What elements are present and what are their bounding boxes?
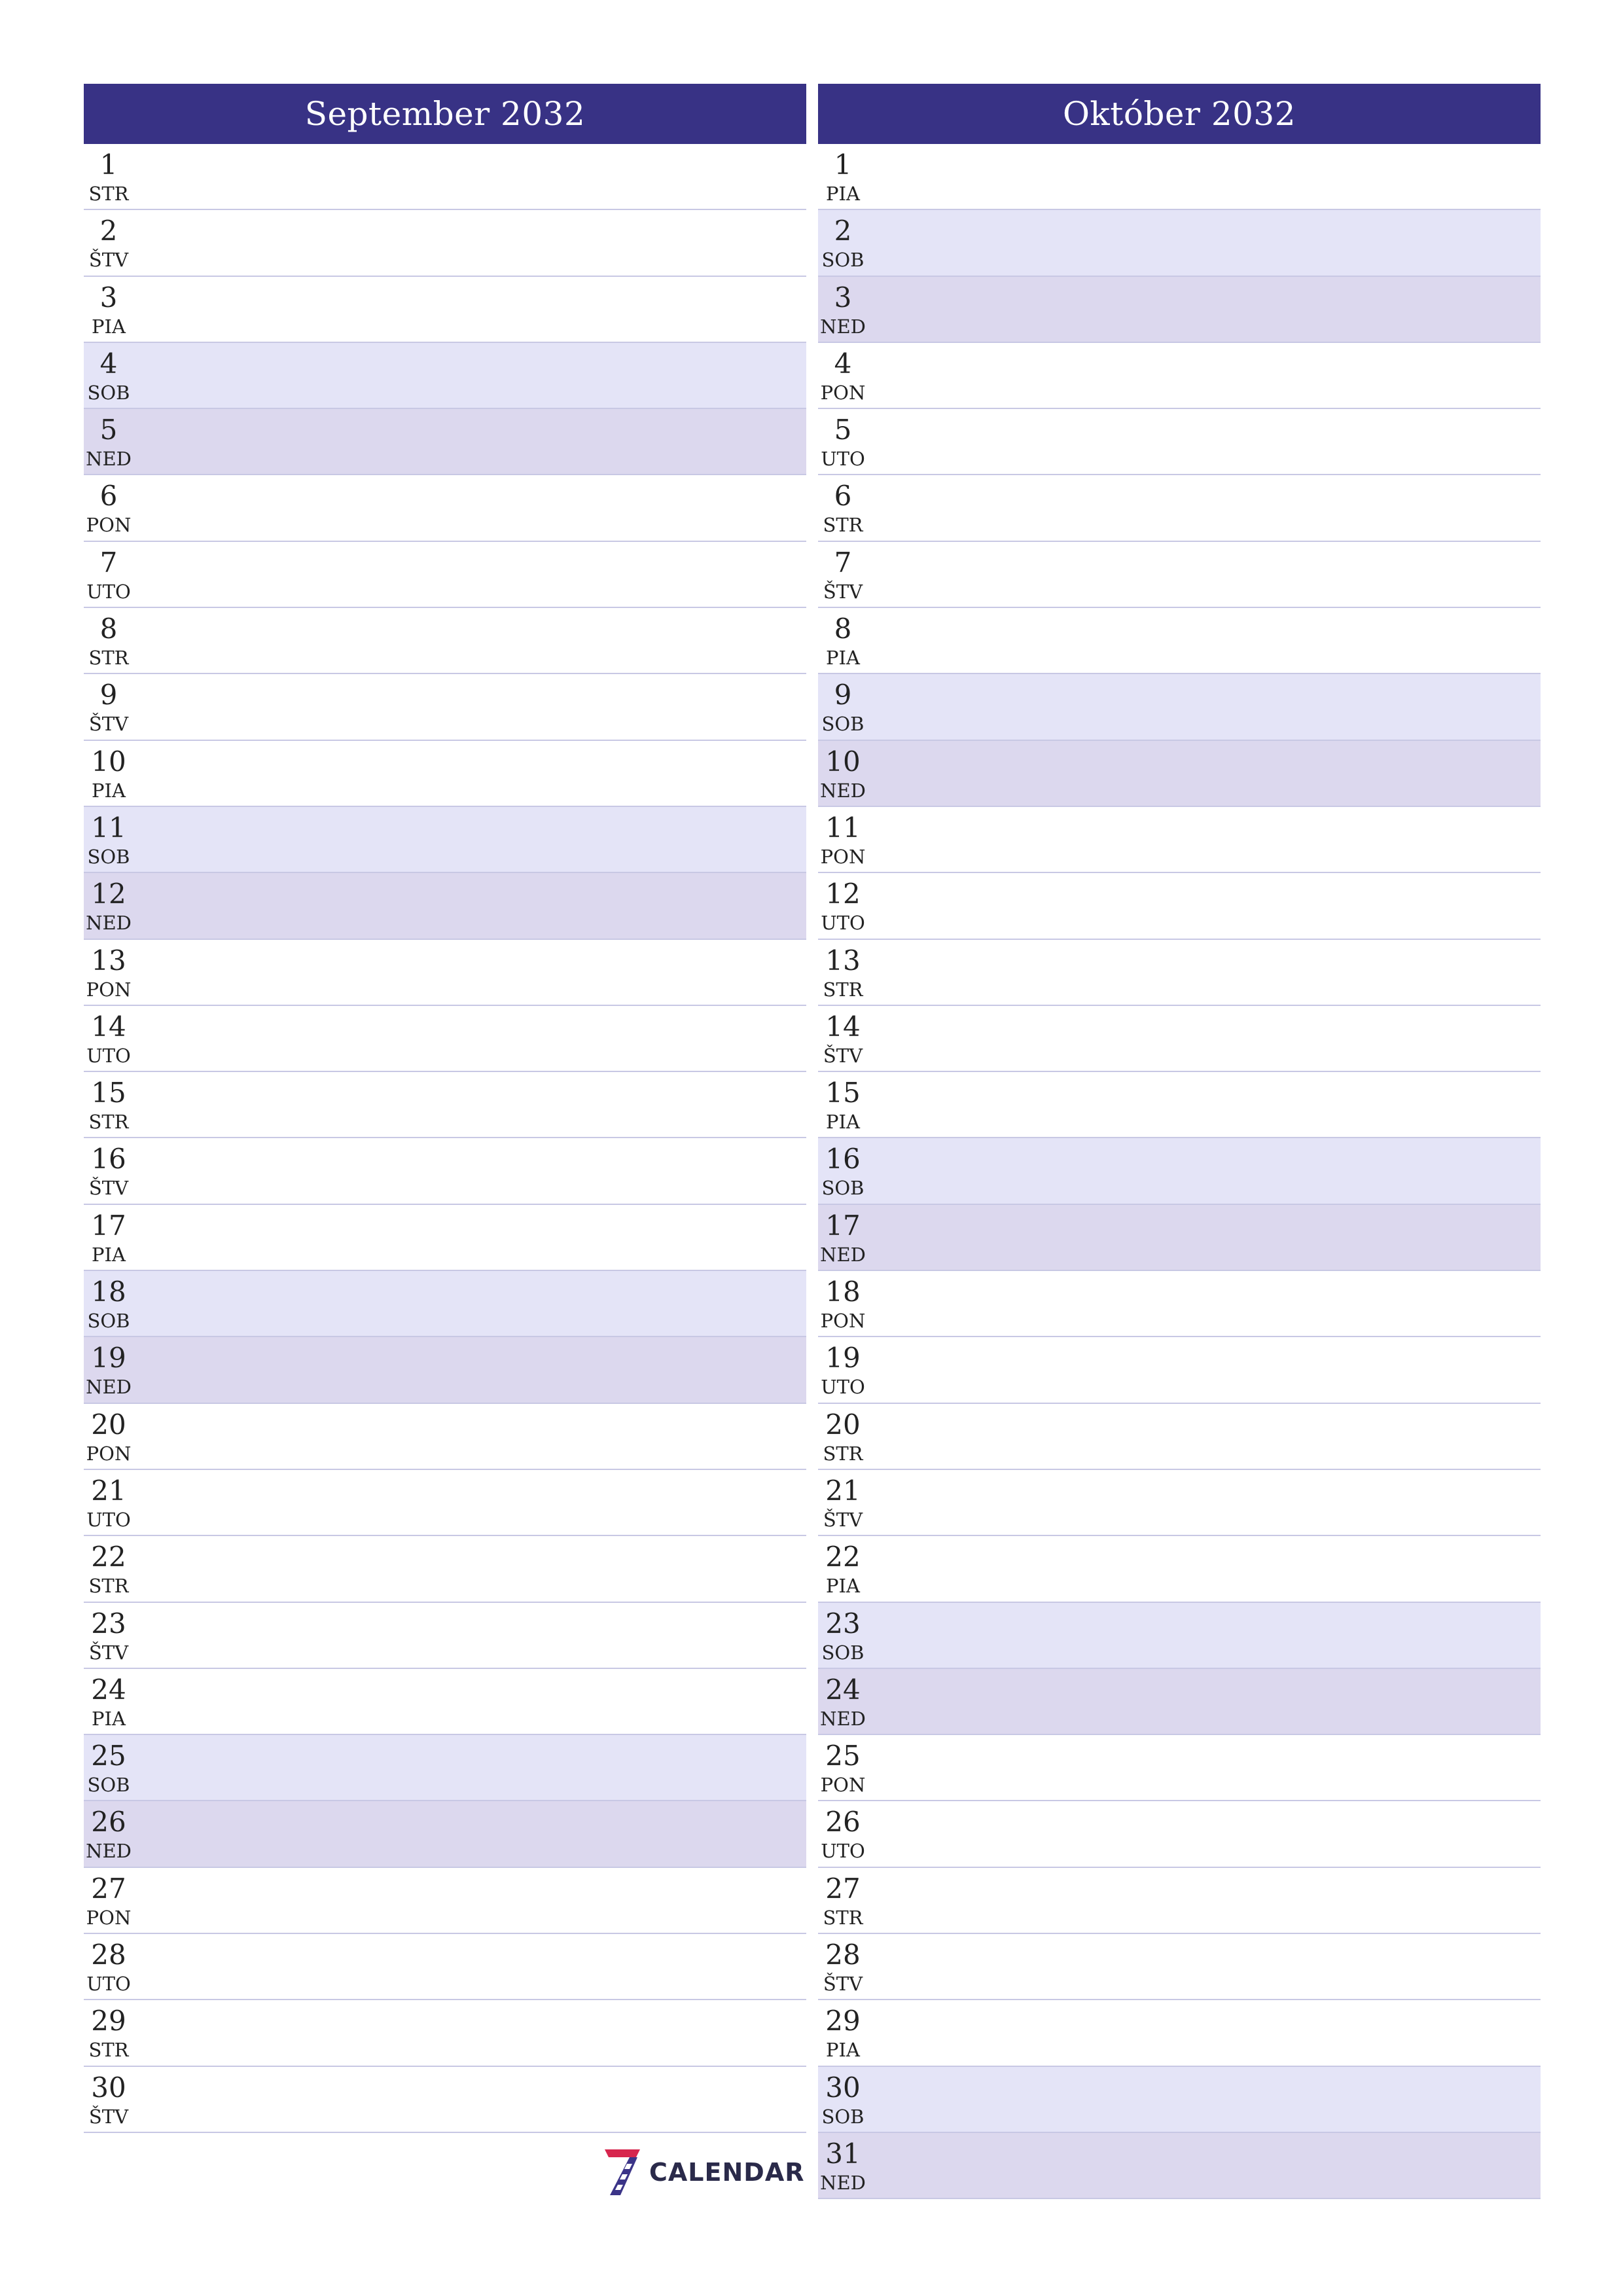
day-row — [84, 343, 806, 409]
day-row — [84, 542, 806, 608]
day-name: NED — [86, 912, 132, 935]
day-name: STR — [88, 1575, 129, 1598]
day-name: STR — [88, 183, 129, 205]
day-row — [818, 807, 1541, 873]
day-row — [84, 277, 806, 343]
day-row — [818, 1205, 1541, 1271]
day-row — [84, 1072, 806, 1138]
day-number: 23 — [825, 1607, 861, 1640]
day-row — [818, 2133, 1541, 2199]
day-name: UTO — [821, 1840, 865, 1863]
day-number: 3 — [99, 281, 118, 314]
day-name: ŠTV — [823, 1973, 863, 1996]
day-number: 17 — [91, 1209, 126, 1242]
day-number: 27 — [91, 1872, 126, 1905]
day-number: 13 — [91, 944, 126, 977]
day-name: STR — [823, 1442, 863, 1465]
day-number: 13 — [825, 944, 861, 977]
day-row — [84, 1138, 806, 1204]
day-name: PON — [820, 845, 866, 868]
day-name: UTO — [821, 448, 865, 471]
day-row — [84, 873, 806, 939]
day-row — [818, 1801, 1541, 1867]
day-name: STR — [88, 2039, 129, 2062]
day-row — [84, 741, 806, 807]
day-name: PON — [820, 1774, 866, 1797]
day-name: ŠTV — [88, 2105, 129, 2128]
day-number: 8 — [99, 613, 118, 645]
day-number: 2 — [834, 215, 852, 247]
day-row — [818, 409, 1541, 475]
day-number: 10 — [91, 745, 126, 778]
day-name: PON — [86, 1906, 132, 1929]
day-number: 28 — [91, 1939, 126, 1971]
day-row — [818, 608, 1541, 674]
day-name: PON — [86, 1442, 132, 1465]
month-title: September 2032 — [84, 84, 806, 144]
day-row — [84, 409, 806, 475]
day-row — [84, 1536, 806, 1602]
day-row — [84, 1735, 806, 1801]
day-row — [818, 1337, 1541, 1403]
day-name: PIA — [826, 2039, 860, 2062]
day-name: NED — [86, 448, 132, 471]
day-name: PIA — [826, 1111, 860, 1134]
day-name: NED — [86, 1376, 132, 1399]
day-number: 30 — [825, 2071, 861, 2104]
day-name: ŠTV — [823, 580, 863, 603]
day-number: 10 — [825, 745, 861, 778]
day-row — [84, 1801, 806, 1867]
day-row — [84, 2000, 806, 2066]
day-name: STR — [88, 1111, 129, 1134]
day-row — [818, 741, 1541, 807]
day-name: PON — [86, 978, 132, 1001]
day-name: PIA — [92, 1243, 126, 1266]
day-row — [818, 1669, 1541, 1735]
day-name: PIA — [92, 779, 126, 802]
day-row — [84, 1603, 806, 1669]
day-row — [818, 475, 1541, 541]
day-row — [84, 2067, 806, 2133]
day-name: SOB — [87, 1310, 130, 1333]
day-row — [818, 2067, 1541, 2133]
day-row — [818, 1072, 1541, 1138]
day-name: STR — [823, 514, 863, 537]
day-number: 12 — [825, 878, 861, 910]
day-number: 14 — [91, 1010, 126, 1043]
day-number: 4 — [99, 347, 118, 380]
day-row — [818, 1603, 1541, 1669]
day-row — [84, 210, 806, 276]
day-number: 21 — [91, 1474, 126, 1507]
day-name: PON — [86, 514, 132, 537]
seven-calendar-logo-icon — [601, 2147, 641, 2198]
brand-logo — [601, 2147, 804, 2198]
day-row — [84, 144, 806, 210]
day-row — [84, 1337, 806, 1403]
day-number: 9 — [99, 679, 118, 711]
day-number: 16 — [825, 1143, 861, 1175]
day-row — [84, 1205, 806, 1271]
day-row — [818, 210, 1541, 276]
day-name: NED — [820, 1707, 866, 1730]
day-number: 29 — [91, 2005, 126, 2037]
day-number: 11 — [825, 811, 861, 844]
day-row — [818, 1868, 1541, 1934]
day-name: SOB — [821, 713, 865, 736]
day-number: 15 — [91, 1077, 126, 1109]
day-number: 7 — [834, 546, 852, 579]
day-number: 24 — [91, 1673, 126, 1706]
day-number: 17 — [825, 1209, 861, 1242]
day-row — [818, 940, 1541, 1006]
day-name: PON — [820, 1310, 866, 1333]
day-row — [84, 1271, 806, 1337]
day-number: 3 — [834, 281, 852, 314]
day-row — [84, 1669, 806, 1735]
day-number: 7 — [99, 546, 118, 579]
day-number: 5 — [99, 414, 118, 446]
day-row — [818, 674, 1541, 740]
day-number: 27 — [825, 1872, 861, 1905]
day-name: PIA — [826, 1575, 860, 1598]
day-name: SOB — [821, 1177, 865, 1200]
day-row — [818, 2000, 1541, 2066]
day-name: NED — [820, 779, 866, 802]
month-september — [84, 84, 806, 2133]
day-number: 19 — [825, 1342, 861, 1374]
day-row — [818, 144, 1541, 210]
day-name: UTO — [821, 1376, 865, 1399]
day-row — [818, 1271, 1541, 1337]
day-name: UTO — [86, 1044, 131, 1067]
day-name: NED — [820, 315, 866, 338]
day-number: 14 — [825, 1010, 861, 1043]
day-name: STR — [823, 978, 863, 1001]
day-row — [818, 1006, 1541, 1072]
day-name: SOB — [821, 1641, 865, 1664]
day-number: 19 — [91, 1342, 126, 1374]
day-list — [84, 144, 806, 2133]
day-name: SOB — [87, 845, 130, 868]
day-name: UTO — [86, 1973, 131, 1996]
day-name: NED — [86, 1840, 132, 1863]
day-number: 6 — [99, 480, 118, 512]
day-row — [84, 1404, 806, 1470]
day-number: 29 — [825, 2005, 861, 2037]
day-name: STR — [823, 1906, 863, 1929]
day-number: 15 — [825, 1077, 861, 1109]
day-number: 26 — [91, 1806, 126, 1839]
day-number: 5 — [834, 414, 852, 446]
day-row — [818, 1404, 1541, 1470]
day-name: ŠTV — [823, 1044, 863, 1067]
day-name: SOB — [821, 2105, 865, 2128]
day-number: 24 — [825, 1673, 861, 1706]
day-row — [84, 1868, 806, 1934]
day-row — [818, 1470, 1541, 1536]
day-name: SOB — [87, 1774, 130, 1797]
day-number: 12 — [91, 878, 126, 910]
day-number: 6 — [834, 480, 852, 512]
day-number: 18 — [91, 1276, 126, 1308]
month-title: Október 2032 — [818, 84, 1541, 144]
day-name: PIA — [92, 1707, 126, 1730]
day-number: 11 — [91, 811, 126, 844]
day-number: 2 — [99, 215, 118, 247]
brand-name: CALENDAR — [649, 2158, 805, 2187]
day-name: PIA — [826, 183, 860, 205]
day-row — [818, 277, 1541, 343]
day-number: 30 — [91, 2071, 126, 2104]
day-row — [84, 1934, 806, 2000]
day-number: 1 — [99, 149, 118, 181]
day-name: NED — [820, 1243, 866, 1266]
day-number: 22 — [91, 1541, 126, 1573]
day-number: 25 — [825, 1740, 861, 1772]
day-number: 21 — [825, 1474, 861, 1507]
month-october — [818, 84, 1541, 2199]
day-number: 8 — [834, 613, 852, 645]
day-name: STR — [88, 647, 129, 670]
day-name: PIA — [92, 315, 126, 338]
day-name: ŠTV — [88, 1177, 129, 1200]
day-row — [84, 940, 806, 1006]
day-name: ŠTV — [88, 1641, 129, 1664]
day-number: 9 — [834, 679, 852, 711]
day-number: 22 — [825, 1541, 861, 1573]
day-number: 25 — [91, 1740, 126, 1772]
day-name: SOB — [821, 249, 865, 272]
day-name: ŠTV — [88, 713, 129, 736]
day-row — [818, 1536, 1541, 1602]
day-row — [818, 343, 1541, 409]
day-number: 26 — [825, 1806, 861, 1839]
day-number: 20 — [91, 1408, 126, 1441]
day-row — [818, 1138, 1541, 1204]
day-number: 28 — [825, 1939, 861, 1971]
day-row — [84, 608, 806, 674]
day-name: ŠTV — [823, 1508, 863, 1531]
day-row — [818, 542, 1541, 608]
day-name: UTO — [821, 912, 865, 935]
day-row — [84, 1006, 806, 1072]
day-row — [84, 807, 806, 873]
day-name: NED — [820, 2171, 866, 2194]
day-number: 31 — [825, 2137, 861, 2170]
day-name: PIA — [826, 647, 860, 670]
day-number: 4 — [834, 347, 852, 380]
day-row — [818, 1735, 1541, 1801]
day-number: 1 — [834, 149, 852, 181]
day-name: PON — [820, 381, 866, 404]
day-name: SOB — [87, 381, 130, 404]
day-row — [84, 674, 806, 740]
day-number: 18 — [825, 1276, 861, 1308]
day-name: ŠTV — [88, 249, 129, 272]
day-name: UTO — [86, 580, 131, 603]
day-number: 16 — [91, 1143, 126, 1175]
day-row — [84, 475, 806, 541]
day-row — [818, 1934, 1541, 2000]
day-row — [84, 1470, 806, 1536]
day-number: 23 — [91, 1607, 126, 1640]
day-list — [818, 144, 1541, 2199]
day-number: 20 — [825, 1408, 861, 1441]
day-name: UTO — [86, 1508, 131, 1531]
day-row — [818, 873, 1541, 939]
